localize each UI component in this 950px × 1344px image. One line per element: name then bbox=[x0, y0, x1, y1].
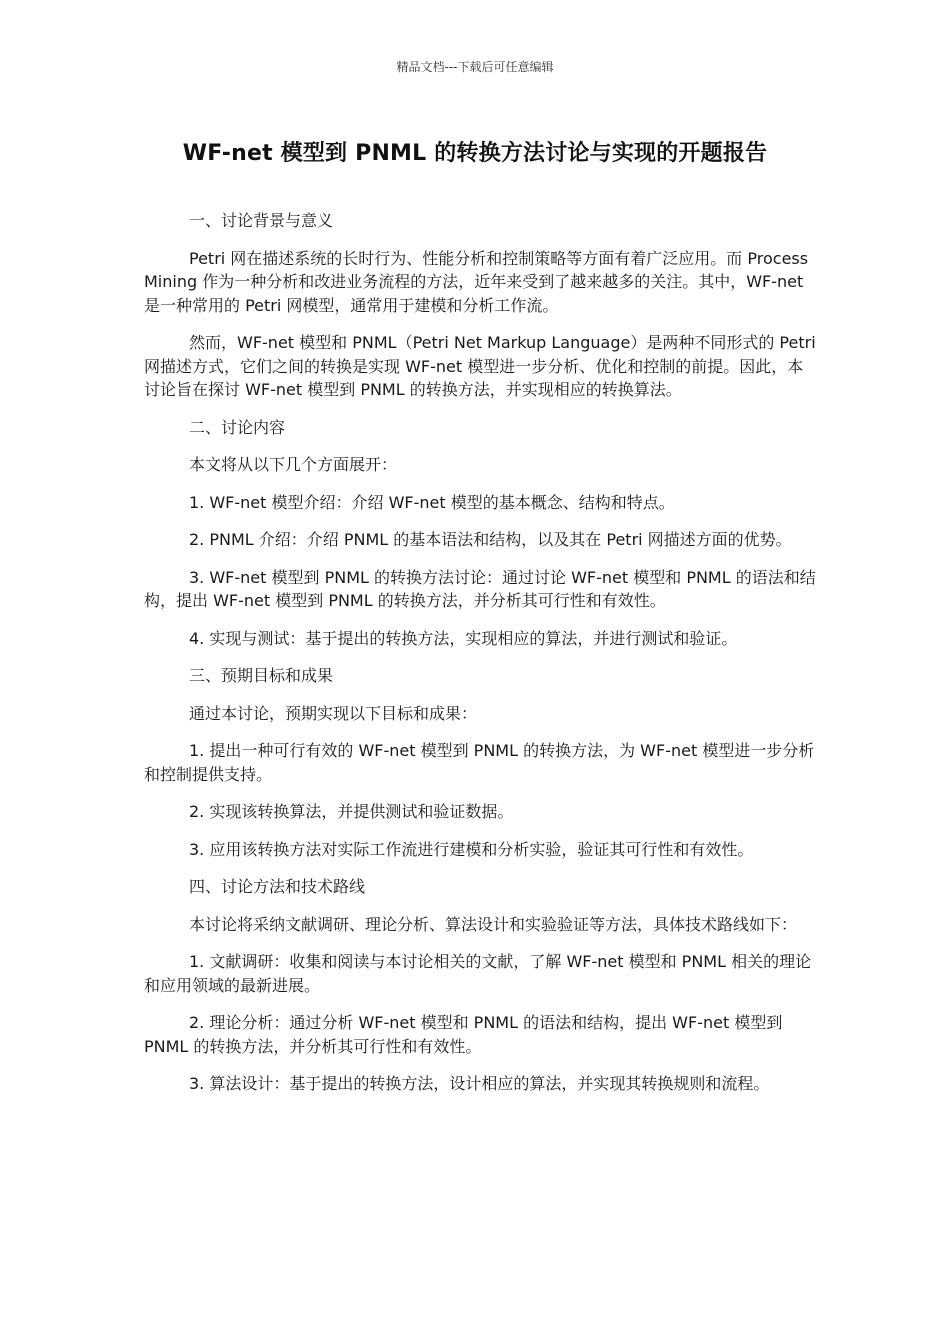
paragraph-content-intro: 本文将从以下几个方面展开： bbox=[189, 455, 398, 474]
list-item-content-3: 3. WF-net 模型到 PNML 的转换方法讨论：通过讨论 WF-net 模型和 PNML 的语法和结构，提出 WF-net 模型到 PNML 的转换方法，并分析其可行性和有效性。 bbox=[144, 567, 816, 610]
paragraph-background-1: Petri 网在描述系统的长时行为、性能分析和控制策略等方面有着广泛应用。而 Process Mining 作为一种分析和改进业务流程的方法，近年来受到了越来越多的关注。其中，WF-net 是一种常用的 Petri 网模型，通常用于建模和分析工作流。 bbox=[144, 248, 809, 315]
section-heading-content: 二、讨论内容 bbox=[189, 417, 286, 437]
list-item-goals-2: 2. 实现该转换算法，并提供测试和验证数据。 bbox=[189, 802, 514, 821]
header-note: 精品文档---下载后可任意编辑 bbox=[396, 60, 554, 74]
list-item-content-1: 1. WF-net 模型介绍：介绍 WF-net 模型的基本概念、结构和特点。 bbox=[189, 492, 675, 512]
list-item-methods-1: 1. 文献调研：收集和阅读与本讨论相关的文献，了解 WF-net 模型和 PNML 相关的理论和应用领域的最新进展。 bbox=[144, 952, 812, 995]
section-heading-background: 一、讨论背景与意义 bbox=[189, 211, 334, 230]
section-heading-methods: 四、讨论方法和技术路线 bbox=[189, 877, 366, 896]
document-body bbox=[144, 209, 816, 1110]
list-item-methods-2: 2. 理论分析：通过分析 WF-net 模型和 PNML 的语法和结构，提出 WF-net 模型到 PNML 的转换方法，并分析其可行性和有效性。 bbox=[144, 1013, 783, 1056]
list-item-content-2: 2. PNML 介绍：介绍 PNML 的基本语法和结构，以及其在 Petri 网描述方面的优势。 bbox=[189, 530, 792, 549]
section-heading-goals: 三、预期目标和成果 bbox=[189, 666, 334, 685]
paragraph-methods-intro: 本讨论将采纳文献调研、理论分析、算法设计和实验验证等方法，具体技术路线如下： bbox=[189, 914, 798, 934]
document-title: WF-net 模型到 PNML 的转换方法讨论与实现的开题报告 bbox=[182, 141, 768, 166]
paragraph-goals-intro: 通过本讨论，预期实现以下目标和成果： bbox=[189, 703, 478, 723]
list-item-goals-3: 3. 应用该转换方法对实际工作流进行建模和分析实验，验证其可行性和有效性。 bbox=[189, 839, 754, 859]
list-item-methods-3: 3. 算法设计：基于提出的转换方法，设计相应的算法，并实现其转换规则和流程。 bbox=[189, 1074, 770, 1093]
list-item-goals-1: 1. 提出一种可行有效的 WF-net 模型到 PNML 的转换方法，为 WF-net 模型进一步分析和控制提供支持。 bbox=[144, 741, 815, 784]
paragraph-background-2: 然而，WF-net 模型和 PNML（Petri Net Markup Language）是两种不同形式的 Petri 网描述方式，它们之间的转换是实现 WF-net 模型进一步分析、优化和控制的前提。因此，本讨论旨在探讨 WF-net 模型到 PNML 的转换方法，并实现相应的转换算法。 bbox=[144, 333, 816, 399]
list-item-content-4: 4. 实现与测试：基于提出的转换方法，实现相应的算法，并进行测试和验证。 bbox=[189, 628, 738, 648]
